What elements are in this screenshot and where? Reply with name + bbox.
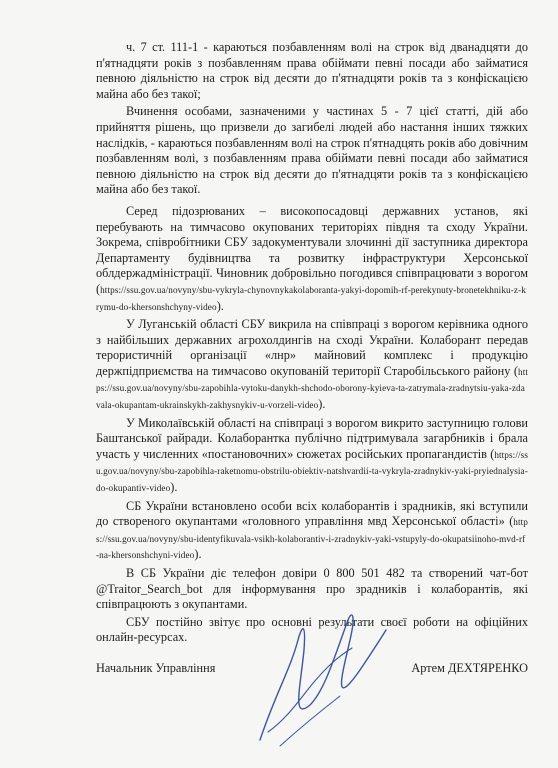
signatory-name: Артем ДЕХТЯРЕНКО (411, 661, 528, 675)
paragraph-tail: ). (194, 547, 202, 562)
paragraph-text: У Луганській області СБУ викрила на співпраці з ворогом керівника одного з найбільших державних агрохолдингів на сході України. Колаборант передав терористичній організації «лнр» майновий комплекс і продукцію держпідприємства на тимчасово окупованій території Старобільського району ( (96, 317, 528, 378)
signature-block (96, 661, 528, 676)
paragraph-tail: ). (318, 397, 326, 412)
paragraph-text: У Миколаївській області на співпраці з ворогом викрито заступницю голови Баштанської райради. Колаборантка публічно підтримувала загарбників і брала участь у численних «постановочних» сюжетах російських пропагандистів ( (96, 415, 528, 461)
paragraph-text: ч. 7 ст. 111-1 - караються позбавленням волі на строк від дванадцяти до п'ятнадцяти років з позбавленням права обіймати певні посади або займатися певною діяльністю на строк від десяти до п'ятнадцяти років та з конфіскацією майна або без такої; (96, 40, 528, 101)
source-link[interactable]: https://ssu.gov.ua/novyny/sbu-zapobihla-vytoku-danykh-shchodo-oborony-kyieva-ta-zatrymala-zradnytsiu-yaka-zdavala-okupantam-ukrainskykh-zakhysnykiv-u-vorzeli-video (96, 366, 528, 411)
paragraph-text: Серед підозрюваних – високопосадовці державних установ, які перебувають на тимчасово окупованих територіях півдня та сходу України. Зокрема, співробітники СБУ задокументували злочинні дії заступника директора Департаменту будівництва та розвитку інфраструктури Херсонської облдержадміністрації. Чиновник добровільно погодився співпрацювати з ворогом ( (96, 203, 528, 296)
paragraph-luhansk-agroholding (96, 317, 528, 414)
paragraph-kherson-mvd (96, 499, 528, 564)
paragraph-article-111-1 (96, 40, 528, 102)
signatory-title: Начальник Управління (96, 661, 216, 675)
source-link[interactable]: https://ssu.gov.ua/novyny/sbu-zapobihla-raketnomu-obstrilu-obiektiv-natshvardii-ta-vykryla-zradnykiv-yaki-pryiednalysia-do-okupantiv-video (96, 449, 528, 494)
paragraph-text: Вчинення особами, зазначеними у частинах 5 - 7 цієї статті, дій або прийняття рішень, що призвели до загибелі людей або настання інших тяжких наслідків, - караються позбавленням волі на строк п'ятнадцять років або довічним позбавленням волі, з позбавленням права обіймати певні посади або займатися певною діяльністю на строк від десяти до п'ятнадцяти років та з конфіскацією майна або без такої. (96, 104, 528, 197)
paragraph-kherson-official (96, 204, 528, 315)
source-link[interactable]: https://ssu.gov.ua/novyny/sbu-vykryla-chynovnykakolaboranta-yakyi-dopomih-rf-perekynuty-bronetekhniku-z-krymu-do-khersonshchyny-video (96, 284, 526, 312)
paragraph-mykolaiv-deputy (96, 416, 528, 497)
source-link[interactable]: https://ssu.gov.ua/novyny/sbu-identyfikuvala-vsikh-kolaborantiv-i-zradnykiv-yaki-vstupyly-do-okupatsiinoho-mvd-rf-na-khersonshchyni-video (96, 517, 528, 561)
paragraph-text: СБ України встановлено особи всіх колаборантів і зрадників, які вступили до створеного окупантами «головного управління мвд Херсонської області» ( (96, 498, 528, 529)
paragraph-aggravated-penalty (96, 104, 528, 198)
document-body (96, 40, 528, 648)
paragraph-tail: ). (216, 298, 224, 313)
paragraph-text: СБУ постійно звітує про основні результати своєї роботи на офіційних онлайн-ресурсах. (96, 614, 528, 645)
paragraph-tail: ). (170, 480, 178, 495)
paragraph-text: В СБ України діє телефон довіри 0 800 501 482 та створений чат-бот @Traitor_Search_bot для інформування про зрадників і колаборантів, які співпрацюють з окупантами. (96, 566, 528, 612)
